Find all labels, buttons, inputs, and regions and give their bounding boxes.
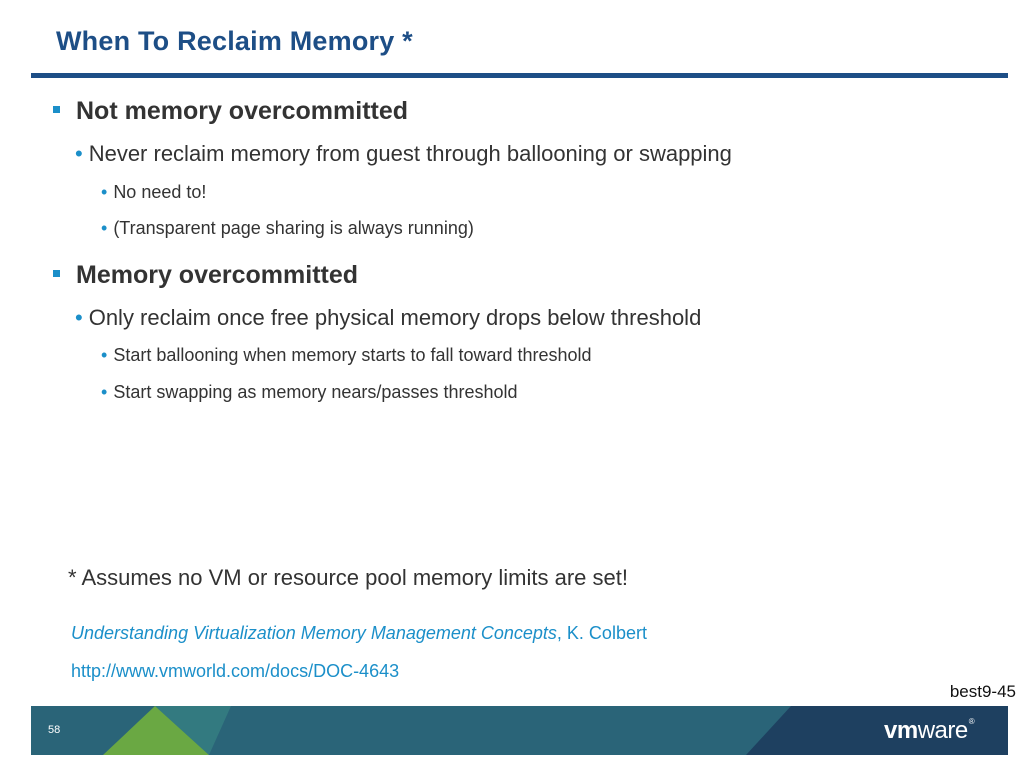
sub-bullet-text: Start ballooning when memory starts to fall toward threshold [113, 345, 592, 365]
slide-tag: best9-45 [949, 682, 1016, 701]
sub-bullet [101, 182, 206, 203]
reference [71, 623, 647, 644]
dot-bullet-icon: • [101, 382, 108, 402]
square-bullet-icon [53, 106, 60, 113]
section-heading-text: Not memory overcommitted [76, 97, 409, 125]
footer-bar [31, 706, 1008, 755]
slide-title: When To Reclaim Memory * [56, 26, 413, 56]
page-number: 58 [48, 724, 61, 736]
sub-bullet-text: No need to! [113, 182, 207, 202]
section-heading-text: Memory overcommitted [76, 261, 359, 289]
vmware-logo [884, 717, 974, 745]
bullet-text: Only reclaim once free physical memory drops below threshold [88, 305, 702, 330]
reference-url-link[interactable]: http://www.vmworld.com/docs/DOC-4643 [71, 661, 400, 681]
bullet-point [75, 141, 732, 167]
bullet-point [75, 305, 701, 331]
reference-title: Understanding Virtualization Memory Management Concepts [71, 623, 557, 643]
square-bullet-icon [53, 270, 60, 277]
footnote: * Assumes no VM or resource pool memory limits are set! [68, 565, 628, 590]
sub-bullet-text: (Transparent page sharing is always running) [113, 218, 474, 238]
sub-bullet [101, 218, 474, 239]
sub-bullet [101, 382, 518, 403]
title-rule [31, 73, 1008, 78]
logo-ware: ware [917, 717, 968, 744]
dot-bullet-icon: • [101, 182, 108, 202]
dot-bullet-icon: • [75, 305, 83, 330]
logo-registered: ® [968, 717, 975, 726]
dot-bullet-icon: • [101, 218, 108, 238]
bullet-text: Never reclaim memory from guest through ballooning or swapping [88, 141, 732, 166]
dot-bullet-icon: • [75, 141, 83, 166]
dot-bullet-icon: • [101, 345, 108, 365]
sub-bullet [101, 345, 592, 366]
logo-vm: vm [884, 717, 918, 744]
sub-bullet-text: Start swapping as memory nears/passes threshold [113, 382, 518, 402]
reference-author: , K. Colbert [556, 623, 647, 643]
